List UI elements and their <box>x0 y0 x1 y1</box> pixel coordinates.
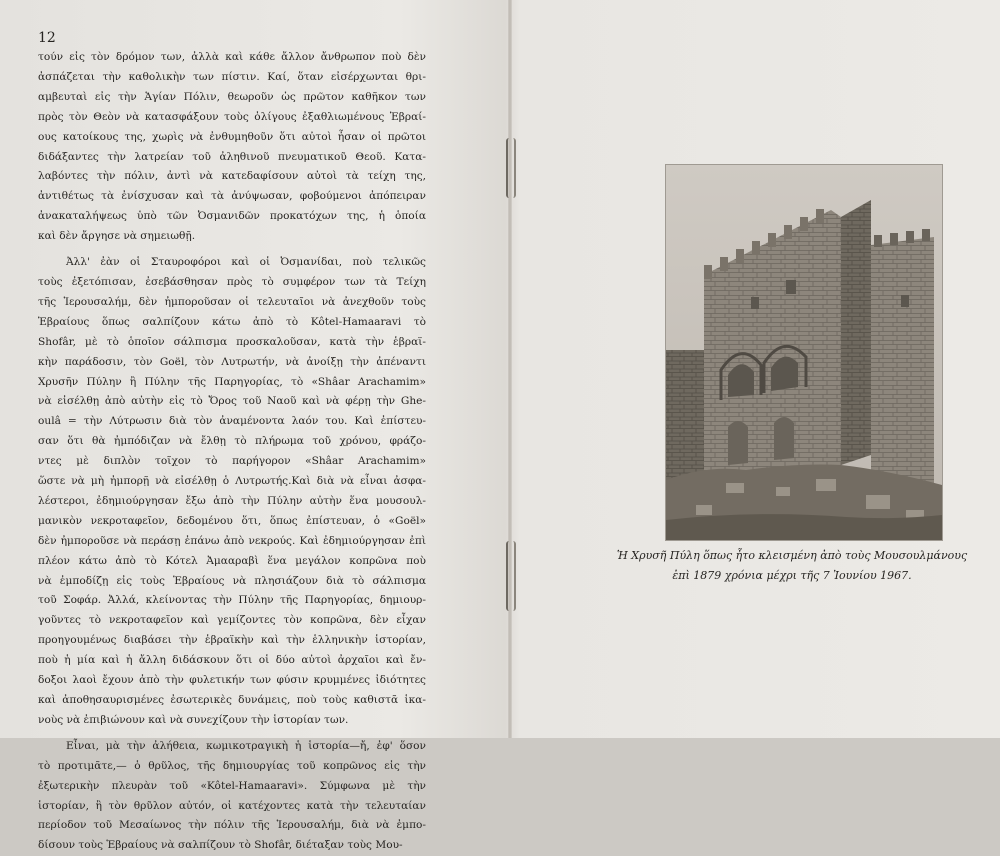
text-line: Χρυσῆν Πύλην ἢ Πύλην τῆς Παρηγορίας, τὸ «Shâar Arachamim» <box>38 375 426 388</box>
text-line: Ἑβραίους ὅπως σαλπίζουν κάτω ἀπὸ τὸ Kôtel-Hamaaravi τὸ <box>38 315 426 328</box>
text-line: γοῦντες τὸ νεκροταφεῖον καὶ γεμίζοντες τὸν κοπρῶνα, δὲν εἶχαν <box>38 614 426 627</box>
text-line: προηγουμένως διαβάσει τὴν ἑβραϊκὴν καὶ τὴν ἑλληνικὴν ἱστορίαν, <box>38 634 426 647</box>
text-line: ντες μὲ διπλὸν τοῖχον τὸ παρήγορον «Shâar Arachamim» <box>38 455 426 468</box>
text-line: σαν ὅτι θὰ ἠμπόδιζαν νὰ ἔλθῃ τὸ πλήρωμα τοῦ χρόνου, φράζο- <box>38 435 426 448</box>
text-line: νὰ ἐμποδίζῃ εἰς τοὺς Ἑβραίους νὰ πλησιάζουν διὰ τὸ σάλπισμα <box>38 574 426 587</box>
text-line: τοῦ Σοφάρ. Ἀλλά, κλείνοντας τὴν Πύλην τῆς Παρηγορίας, δημιουρ- <box>38 594 426 607</box>
text-line: Εἶναι, μὰ τὴν ἀλήθεια, κωμικοτραγικὴ ἡ ἱστορία—ἤ, ἐφ' ὅσον <box>66 739 426 752</box>
text-line: περίοδον τοῦ Μεσαίωνος τὴν πόλιν τῆς Ἱερουσαλήμ, διὰ νὰ ἐμπο- <box>38 819 426 832</box>
text-line: τοὺς ἐξετόπισαν, ἐσεβάσθησαν πρὸς τὸ συμφέρον των τὰ Τείχη <box>38 275 426 288</box>
text-line: ποὺ ἡ μία καὶ ἡ ἄλλη διδάσκουν ὅτι οἱ δύο αὐτοὶ ἀρχαῖοι καὶ ἔν- <box>38 654 426 667</box>
page-number: 12 <box>38 30 56 46</box>
text-line: πλέον κάτω ἀπὸ τὸ Κότελ Ἀμααραβὶ ἕνα μεγάλον κοπρῶνα ποὺ <box>38 554 426 567</box>
text-line: πρὸς τὸν Θεὸν νὰ κατασφάξουν τοὺς ὀλίγους ἐξαθλιωμένους Ἑβραί- <box>38 110 426 123</box>
text-line: Shofâr, μὲ τὸ ὁποῖον σάλπισμα προσκαλοῦσαν, κατὰ τὴν ἑβραϊ- <box>38 335 426 348</box>
text-line: Ἀλλ' ἐὰν οἱ Σταυροφόροι καὶ οἱ Ὀσμανίδαι, ποὺ τελικῶς <box>66 256 426 269</box>
text-line: αμβευταὶ εἰς τὴν Ἁγίαν Πόλιν, θεωροῦν ὡς πρῶτον καθῆκον των <box>38 90 426 103</box>
text-line: τὸ προτιμᾶτε,— ὁ θρῦλος, τῆς δημιουργίας τοῦ κοπρῶνος εἰς τὴν <box>38 759 426 772</box>
text-line: νὰ εἰσέλθῃ ἀπὸ αὐτὴν εἰς τὸ Ὄρος τοῦ Ναοῦ καὶ νὰ φέρῃ τὴν Ghe- <box>38 395 426 408</box>
text-line: λέστεροι, ἐδημιούργησαν ἔξω ἀπὸ τὴν Πύλην αὐτὴν ἕνα μουσουλ- <box>38 494 426 507</box>
photo-caption <box>592 546 992 586</box>
text-line: ἐξωτερικὴν πλευρὰν τοῦ «Kôtel-Hamaaravi». Σύμφωνα μὲ τὴν <box>38 779 426 792</box>
text-line: κὴν παράδοσιν, τὸν Goël, τὸν Λυτρωτήν, νὰ ἀνοίξῃ τὴν ἀπέναντι <box>38 355 426 368</box>
text-line: καὶ ἀποθησαυρισμένες ἐσωτερικὲς δυνάμεις, ποὺ τοὺς καθιστᾶ ἱκα- <box>38 694 426 706</box>
text-line: ἀσπάζεται τὴν καθολικὴν των πίστιν. Καί, ὅταν εἰσέρχωνται θρι- <box>38 70 426 83</box>
text-line: ἀντιθέτως τὰ ἐνίσχυσαν καὶ τὰ ἀνύψωσαν, φοβούμενοι ἀπόπειραν <box>38 190 426 203</box>
text-line: τούν εἰς τὸν δρόμον των, ἀλλὰ καὶ κάθε ἄλλον ἄνθρωπον ποὺ δὲν <box>38 51 426 63</box>
text-line: ἱστορίαν, ἢ τὸν θρῦλον αὐτόν, οἱ κατέχοντες κατὰ τὴν τελευταίαν <box>38 799 426 812</box>
gate-illustration <box>666 165 942 540</box>
text-line: λαβόντες τὴν πόλιν, ἀντὶ νὰ κατεδαφίσουν αὐτοὶ τὰ τείχη της, <box>38 170 426 183</box>
text-line: δοξοι λαοὶ ἔχουν ἀπὸ τὴν φυλετικήν των φύσιν κρυμμένες ἰδιότητες <box>38 674 426 687</box>
text-line: ἀνακαταλήψεως ὑπὸ τῶν Ὀσμανιδῶν προκατόχων της, ἡ ὁποία <box>38 210 426 223</box>
body-text <box>38 48 426 856</box>
text-line: δίσουν τοὺς Ἑβραίους νὰ σαλπίζουν τὸ Shofâr, διέταξαν τοὺς Μου- <box>38 839 403 852</box>
caption-line: ἐπὶ 1879 χρόνια μέχρι τῆς 7 Ἰουνίου 1967. <box>672 569 912 582</box>
text-line: μανικὸν νεκροταφεῖον, δεδομένου ὅτι, ὅπως ἐπίστευαν, ὁ «Goël» <box>38 514 426 527</box>
text-line: νοὺς νὰ ἐπιβιώνουν καὶ νὰ συνεχίζουν τὴν ἱστορίαν των. <box>38 713 349 726</box>
text-line: καὶ δὲν ἄργησε νὰ σημειωθῇ. <box>38 230 196 243</box>
text-line: ὥστε νὰ μὴ ἠμπορῇ νὰ εἰσέλθῃ ὁ Λυτρωτής.Καὶ διὰ νὰ εἶναι ἀσφα- <box>38 475 426 488</box>
text-line: ους κατοίκους της, χωρὶς νὰ ἐνθυμηθοῦν ὅτι αὐτοὶ ἦσαν οἱ πρῶτοι <box>38 130 426 143</box>
text-line: διδάξαντες τὴν λατρείαν τοῦ ἀληθινοῦ πνευματικοῦ Θεοῦ. Κατα- <box>38 150 426 163</box>
text-line: τῆς Ἱερουσαλήμ, δὲν ἠμποροῦσαν οἱ τελευταῖοι νὰ ἀνεχθοῦν τοὺς <box>38 295 426 308</box>
text-line: oulâ = τὴν Λύτρωσιν διὰ τὸν ἀναμένοντα λαόν του. Καὶ ἐπίστευ- <box>38 415 426 428</box>
golden-gate-photo <box>666 165 942 540</box>
caption-line: Ἡ Χρυσῆ Πύλη ὅπως ἦτο κλεισμένη ἀπὸ τοὺς Μουσουλμάνους <box>616 549 968 562</box>
text-line: δὲν ἠμποροῦσε νὰ περάσῃ ἐπάνω ἀπὸ νεκρούς. Καὶ ἐδημιούργησαν ἐπὶ <box>38 534 426 547</box>
